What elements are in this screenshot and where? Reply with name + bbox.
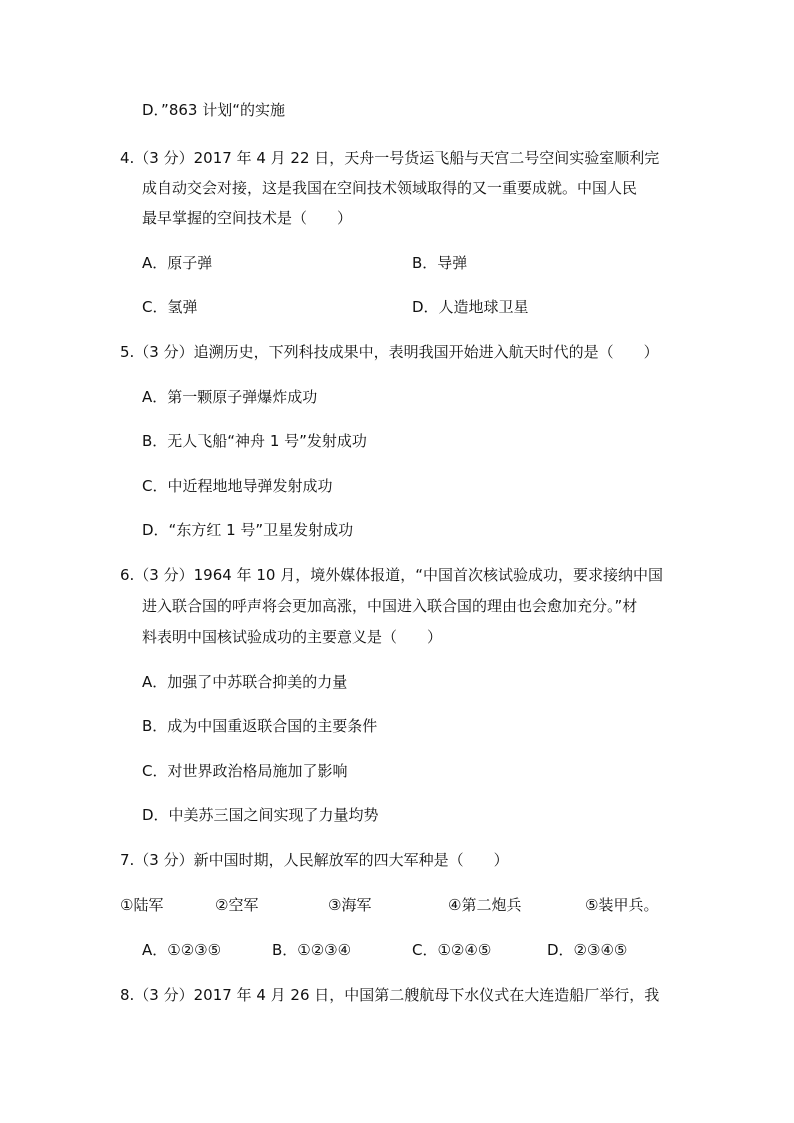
- q3-option-d: D．”863 计划“的实施: [142, 101, 285, 119]
- q7-option-d: D．②③④⑤: [547, 941, 628, 959]
- q4-option-c: C．氢弹: [142, 298, 198, 316]
- q5-stem-line-1: 5.（3 分）追溯历史，下列科技成果中，表明我国开始进入航天时代的是（ ）: [120, 343, 659, 361]
- q5-option-a: A．第一颗原子弹爆炸成功: [142, 388, 318, 406]
- q4-stem-line-2: 成自动交会对接，这是我国在空间技术领域取得的又一重要成就。中国人民: [142, 179, 638, 197]
- q8-stem-line-1: 8.（3 分）2017 年 4 月 26 日，中国第二艘航母下水仪式在大连造船厂举行，我: [120, 986, 660, 1004]
- q6-stem-line-3: 料表明中国核试验成功的主要意义是（ ）: [142, 628, 443, 646]
- q6-stem-line-2: 进入联合国的呼声将会更加高涨，中国进入联合国的理由也会愈加充分。”材: [142, 597, 638, 615]
- q7-item-3: ③海军: [328, 896, 372, 914]
- q7-option-c: C．①②④⑤: [412, 941, 492, 959]
- q6-option-c: C．对世界政治格局施加了影响: [142, 762, 348, 780]
- q7-item-4: ④第二炮兵: [448, 896, 522, 914]
- q7-stem-line-1: 7.（3 分）新中国时期，人民解放军的四大军种是（ ）: [120, 851, 509, 869]
- q4-option-b: B．导弹: [412, 254, 468, 272]
- q7-option-b: B．①②③④: [272, 941, 352, 959]
- q7-item-5: ⑤装甲兵。: [585, 896, 659, 914]
- q5-option-d: D．“东方红 1 号”卫星发射成功: [142, 521, 354, 539]
- q5-option-c: C．中近程地地导弹发射成功: [142, 477, 333, 495]
- q7-item-2: ②空军: [215, 896, 259, 914]
- q4-option-d: D．人造地球卫星: [412, 298, 529, 316]
- q4-stem-line-3: 最早掌握的空间技术是（ ）: [142, 209, 353, 227]
- q7-item-1: ①陆军: [120, 896, 164, 914]
- q4-option-a: A．原子弹: [142, 254, 213, 272]
- q4-stem-line-1: 4.（3 分）2017 年 4 月 22 日，天舟一号货运飞船与天宫二号空间实验室顺利完: [120, 149, 660, 167]
- q6-stem-line-1: 6.（3 分）1964 年 10 月，境外媒体报道，“中国首次核试验成功，要求接纳中国: [120, 566, 663, 584]
- q6-option-b: B．成为中国重返联合国的主要条件: [142, 717, 378, 735]
- q6-option-d: D．中美苏三国之间实现了力量均势: [142, 806, 379, 824]
- q7-option-a: A．①②③⑤: [142, 941, 222, 959]
- q5-option-b: B．无人飞船“神舟 1 号”发射成功: [142, 432, 367, 450]
- q6-option-a: A．加强了中苏联合抑美的力量: [142, 673, 348, 691]
